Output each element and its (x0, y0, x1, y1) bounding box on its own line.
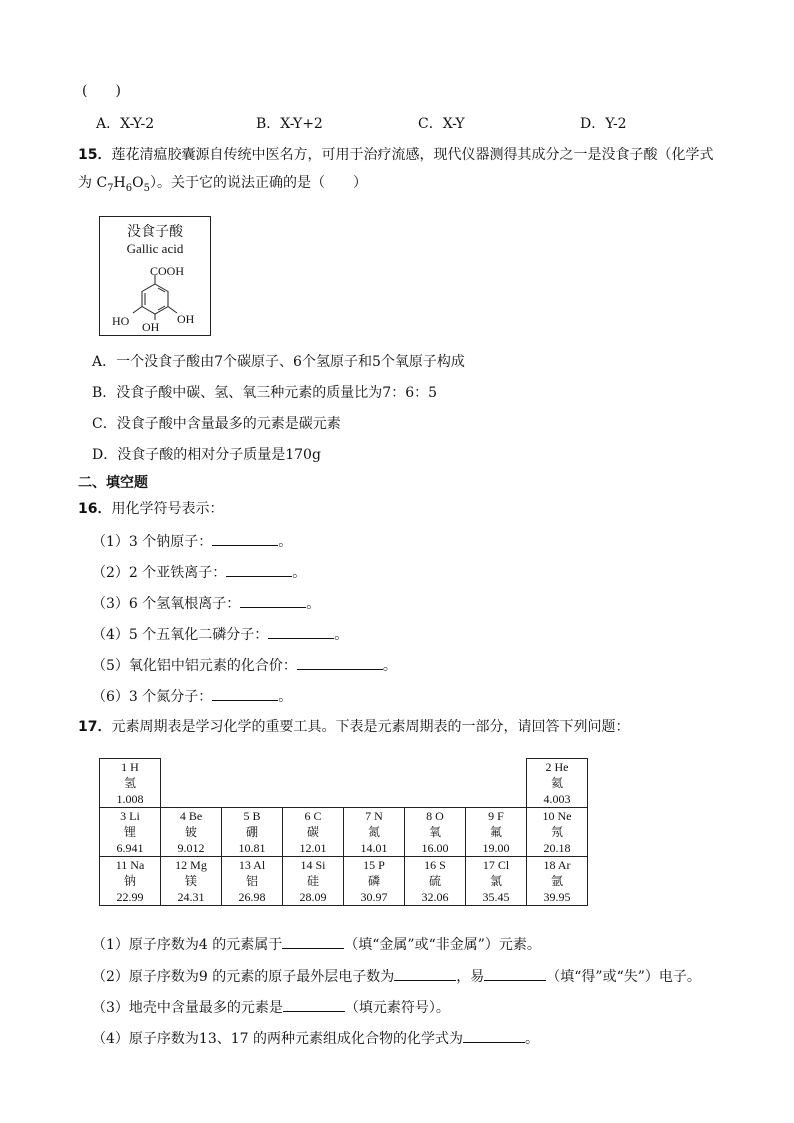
q15-option-d[interactable] (92, 446, 321, 464)
element-mass: 9.012 (177, 841, 205, 855)
element-cell-na (100, 857, 161, 906)
item-end: 。 (292, 565, 307, 581)
element-cell-c (283, 808, 344, 857)
element-cell-li (100, 808, 161, 857)
element-name: 氦 (550, 776, 563, 790)
option-letter: C． (418, 116, 443, 132)
element-name: 氢 (123, 776, 136, 790)
element-cell-h (100, 759, 161, 808)
q15-option-c[interactable] (92, 415, 341, 433)
element-number-symbol: 13 Al (238, 858, 266, 872)
element-cell-be (161, 808, 222, 857)
element-mass: 12.01 (299, 841, 327, 855)
q16-item-4 (92, 624, 348, 644)
element-name: 锂 (123, 825, 136, 839)
element-cell-he (527, 759, 588, 808)
question-number: 16． (78, 501, 112, 517)
option-letter: B． (256, 116, 281, 132)
q16-item-5 (92, 655, 397, 675)
answer-blank[interactable] (463, 1028, 525, 1043)
element-name: 硼 (245, 825, 258, 839)
item-label: （4）5 个五氧化二磷分子： (92, 627, 269, 643)
benzene-ring-structure (100, 217, 210, 335)
option-letter: D． (92, 447, 118, 463)
option-text: 一个没食子酸由7个碳原子、6个氢原子和5个氧原子构成 (116, 354, 465, 370)
answer-blank[interactable] (484, 966, 546, 981)
gallic-acid-figure (99, 216, 211, 336)
element-number-symbol: 3 Li (120, 809, 140, 823)
item-label: （6）3 个氮分子： (92, 689, 213, 705)
sub-prefix: （1）原子序数为4 的元素属于 (92, 937, 283, 953)
element-mass: 6.941 (116, 841, 144, 855)
element-number-symbol: 8 O (426, 809, 444, 823)
option-letter: B． (92, 385, 117, 401)
period-row-2 (100, 808, 588, 857)
element-mass: 16.00 (421, 841, 449, 855)
empty-gap (161, 759, 527, 808)
element-name: 氩 (550, 874, 563, 888)
sub-suffix: （填“金属”或“非金属”）元素。 (344, 937, 541, 953)
element-mass: 24.31 (177, 890, 205, 904)
option-letter: A． (96, 116, 121, 132)
answer-blank[interactable] (282, 934, 344, 949)
q17-sub-2 (92, 966, 701, 986)
element-cell-mg (161, 857, 222, 906)
element-mass: 19.00 (482, 841, 510, 855)
period-row-1 (100, 759, 588, 808)
stem-suffix: ）。关于它的说法正确的是（ ） (150, 175, 367, 191)
element-cell-al (222, 857, 283, 906)
item-label: （5）氧化铝中铝元素的化合价： (92, 658, 297, 674)
stem-text: 元素周期表是学习化学的重要工具。下表是元素周期表的一部分，请回答下列问题： (111, 719, 630, 735)
q17-sub-4 (92, 1028, 539, 1048)
period-row-3 (100, 857, 588, 906)
sub-suffix: 。 (525, 1031, 539, 1047)
element-mass: 28.09 (299, 890, 327, 904)
q15-option-a[interactable] (92, 353, 465, 371)
q14-option-d[interactable] (580, 115, 627, 133)
group-oh-mid: OH (142, 320, 160, 334)
element-name: 磷 (367, 874, 380, 888)
item-end: 。 (382, 658, 397, 674)
element-number-symbol: 17 Cl (482, 858, 510, 872)
element-cell-ar (527, 857, 588, 906)
option-letter: A． (92, 354, 117, 370)
element-mass: 35.45 (482, 890, 510, 904)
group-oh-right: OH (177, 312, 195, 326)
option-text: 没食子酸中碳、氢、氧三种元素的质量比为7：6：5 (116, 385, 438, 401)
element-number-symbol: 7 N (365, 809, 383, 823)
element-cell-s (405, 857, 466, 906)
question-number: 15． (78, 147, 112, 163)
item-end: 。 (278, 534, 293, 550)
formula-o-sub: 5 (143, 182, 150, 194)
element-cell-p (344, 857, 405, 906)
element-number-symbol: 2 He (545, 760, 569, 774)
sub-prefix: （3）地壳中含量最多的元素是 (92, 1000, 283, 1016)
item-end: 。 (334, 627, 349, 643)
q14-option-a[interactable] (96, 115, 154, 133)
q14-option-c[interactable] (418, 115, 465, 133)
element-name: 铝 (245, 874, 258, 888)
answer-blank[interactable] (283, 997, 345, 1012)
group-ho-left: HO (112, 314, 130, 328)
q15-stem-line1 (78, 146, 713, 164)
element-cell-b (222, 808, 283, 857)
answer-blank[interactable] (212, 686, 278, 701)
element-cell-ne (527, 808, 588, 857)
element-number-symbol: 10 Ne (542, 809, 572, 823)
stem-prefix: 为 (78, 175, 97, 191)
sub-middle: ，易 (456, 969, 485, 985)
periodic-table (99, 758, 588, 906)
stem-text: 用化学符号表示： (111, 501, 224, 517)
element-name: 碳 (306, 825, 319, 839)
group-cooh: COOH (150, 264, 185, 278)
figure-title-en: Gallic acid (126, 241, 184, 256)
element-name: 氖 (550, 825, 563, 839)
element-mass: 10.81 (238, 841, 266, 855)
element-name: 硫 (428, 874, 441, 888)
q16-item-2 (92, 562, 306, 582)
question-number: 17． (78, 719, 112, 735)
option-text: X-Y-2 (120, 116, 155, 132)
element-number-symbol: 9 F (488, 809, 504, 823)
element-number-symbol: 4 Be (179, 809, 203, 823)
sub-suffix: （填“得”或“失”）电子。 (546, 969, 701, 985)
q17-sub-1 (92, 934, 541, 954)
option-text: 没食子酸中含量最多的元素是碳元素 (116, 416, 341, 432)
section-title: 二、填空题 (78, 475, 148, 491)
element-number-symbol: 16 S (424, 858, 446, 872)
element-name: 氯 (489, 874, 502, 888)
element-mass: 30.97 (360, 890, 388, 904)
item-end: 。 (306, 596, 321, 612)
answer-blank[interactable] (212, 531, 278, 546)
element-mass: 22.99 (116, 890, 144, 904)
sub-suffix: （填元素符号）。 (344, 1000, 450, 1016)
q14-answer-paren: ( ) (82, 83, 121, 99)
formula-o: O (132, 175, 144, 191)
option-text: X-Y (442, 116, 465, 132)
element-number-symbol: 18 Ar (543, 858, 571, 872)
element-mass: 14.01 (360, 841, 388, 855)
stem-text: 莲花清瘟胶囊源自传统中医名方，可用于治疗流感，现代仪器测得其成分之一是没食子酸（化学式 (111, 147, 714, 163)
formula-c: C (96, 175, 108, 191)
item-label: （3）6 个氢氧根离子： (92, 596, 241, 612)
element-cell-f (466, 808, 527, 857)
element-number-symbol: 6 C (304, 809, 322, 823)
formula-h: H (113, 175, 126, 191)
q15-stem-line2 (78, 174, 367, 198)
element-cell-n (344, 808, 405, 857)
element-mass: 32.06 (421, 890, 449, 904)
option-text: 没食子酸的相对分子质量是170g (117, 447, 321, 463)
option-text: Y-2 (605, 116, 627, 132)
element-mass: 1.008 (116, 792, 144, 806)
element-name: 镁 (184, 874, 197, 888)
element-cell-si (283, 857, 344, 906)
element-cell-cl (466, 857, 527, 906)
sub-prefix: （2）原子序数为9 的元素的原子最外层电子数为 (92, 969, 395, 985)
element-name: 氧 (428, 825, 441, 839)
formula-h-sub: 6 (125, 182, 133, 194)
answer-blank[interactable] (226, 562, 292, 577)
q16-item-1 (92, 531, 292, 551)
option-letter: D． (580, 116, 606, 132)
q17-sub-3 (92, 997, 450, 1017)
q17-stem (78, 718, 629, 736)
sub-prefix: （4）原子序数为13、17 的两种元素组成化合物的化学式为 (92, 1031, 463, 1047)
answer-blank[interactable] (268, 624, 334, 639)
answer-blank[interactable] (240, 593, 306, 608)
element-cell-o (405, 808, 466, 857)
q14-option-b[interactable] (256, 115, 323, 133)
answer-blank[interactable] (297, 655, 383, 670)
element-name: 硅 (306, 874, 319, 888)
element-number-symbol: 14 Si (300, 858, 326, 872)
element-name: 钠 (123, 874, 136, 888)
option-text: X-Y+2 (280, 116, 323, 132)
formula-c-sub: 7 (107, 182, 114, 194)
element-mass: 39.95 (543, 890, 571, 904)
element-number-symbol: 1 H (121, 760, 139, 774)
q16-stem (78, 500, 223, 518)
answer-blank[interactable] (394, 966, 456, 981)
element-number-symbol: 12 Mg (175, 858, 207, 872)
element-mass: 20.18 (543, 841, 571, 855)
element-number-symbol: 15 P (363, 858, 385, 872)
q15-option-b[interactable] (92, 384, 437, 402)
option-letter: C． (92, 416, 117, 432)
item-label: （1）3 个钠原子： (92, 534, 213, 550)
element-name: 铍 (184, 825, 197, 839)
q16-item-3 (92, 593, 320, 613)
q16-item-6 (92, 686, 292, 706)
item-end: 。 (278, 689, 293, 705)
element-name: 氮 (367, 825, 380, 839)
item-label: （2）2 个亚铁离子： (92, 565, 227, 581)
element-mass: 26.98 (238, 890, 266, 904)
element-number-symbol: 11 Na (115, 858, 145, 872)
element-name: 氟 (489, 825, 502, 839)
element-number-symbol: 5 B (243, 809, 261, 823)
figure-title-cn: 没食子酸 (127, 224, 183, 240)
element-mass: 4.003 (543, 792, 571, 806)
